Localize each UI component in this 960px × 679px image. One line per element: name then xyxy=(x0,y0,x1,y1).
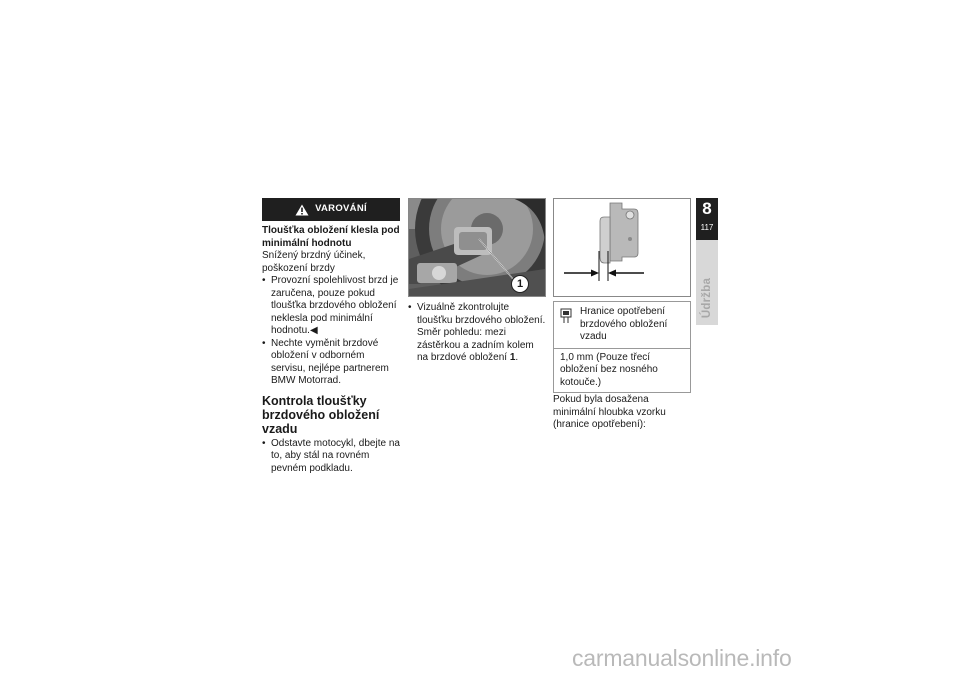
column-right xyxy=(553,198,691,432)
brake-pad-diagram xyxy=(553,198,691,297)
reference-number: 1 xyxy=(509,352,516,363)
warning-header xyxy=(262,198,400,221)
list-item: • Vizuálně zkontrolujte tloušťku brzdového obložení. Směr pohledu: mezi zástěrkou a zadním kolem na brzdové obložení 1. xyxy=(408,302,546,365)
list-item: • Provozní spolehlivost brzd je zaručena, pouze pokud tloušťka brzdového obložení neklesla pod minimální hodnotu.◀ xyxy=(262,275,400,338)
chapter-number: 8 xyxy=(702,199,712,218)
column-left xyxy=(262,198,400,475)
warning-subtitle: Snížený brzdný účinek, poškození brzdy xyxy=(262,250,366,274)
column-middle xyxy=(408,198,546,365)
section-list xyxy=(262,438,400,476)
chapter-title: Údržba xyxy=(701,277,713,319)
spec-header xyxy=(554,302,690,349)
warning-label: VAROVÁNÍ xyxy=(315,203,367,215)
list-item: • Nechte vyměnit brzdové obložení v odborném servisu, nejlépe partnerem BMW Motorrad. xyxy=(262,338,400,388)
brake-pad-wear-icon xyxy=(560,306,574,344)
end-mark-icon: ◀ xyxy=(309,325,318,336)
spec-value: 1,0 mm (Pouze třecí obložení bez nosného kotouče.) xyxy=(560,351,658,388)
spec-label: Hranice opotřebení brzdového obložení vzadu xyxy=(580,306,668,342)
warning-list xyxy=(262,275,400,388)
warning-title: Tloušťka obložení klesla pod minimální hodnotu xyxy=(262,225,400,249)
body-text: Pokud byla dosažena minimální hloubka vzorku (hranice opotřebení): xyxy=(553,394,666,430)
rear-wheel-photo xyxy=(408,198,546,297)
section-heading: Kontrola tloušťky brzdového obložení vzadu xyxy=(262,393,380,436)
warning-triangle-icon xyxy=(295,204,309,216)
watermark: carmanualsonline.info xyxy=(572,645,792,671)
callout-marker xyxy=(511,275,529,293)
list-item: • Odstavte motocykl, dbejte na to, aby stál na rovném pevném podkladu. xyxy=(262,438,400,476)
inspect-list xyxy=(408,302,546,365)
spec-table xyxy=(553,301,691,393)
page-number: 117 xyxy=(700,223,714,232)
callout-number: 1 xyxy=(516,278,524,290)
